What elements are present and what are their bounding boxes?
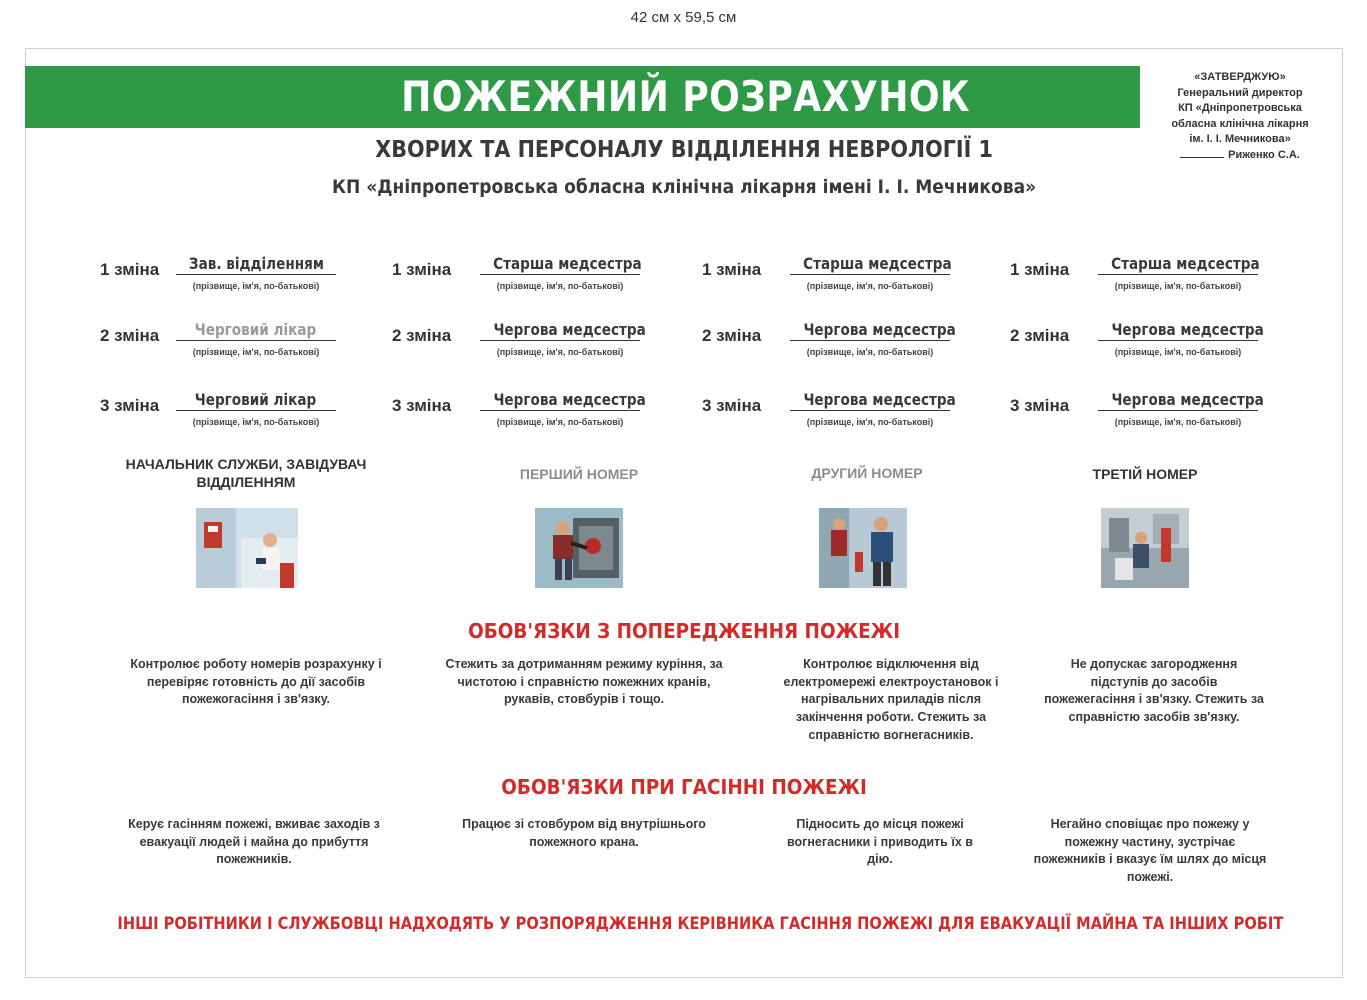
shift-row: [1010, 250, 1310, 300]
shift-row: [702, 386, 1002, 436]
second-number-illustration: [819, 508, 907, 588]
role-field: Старша медсестра: [480, 254, 640, 275]
role-field: Чергова медсестра: [790, 320, 950, 341]
third-number-illustration: [1101, 508, 1189, 588]
shift-label: 3 зміна: [392, 396, 452, 415]
third-number-title: ТРЕТІЙ НОМЕР: [1092, 466, 1198, 482]
shift-row: [392, 386, 692, 436]
shift-row: [100, 316, 400, 366]
size-label: 42 см х 59,5 см: [630, 9, 737, 26]
role-field: Черговий лікар: [176, 390, 336, 411]
shift-row: [1010, 316, 1310, 366]
role-field: Старша медсестра: [790, 254, 950, 275]
approval-line-1: «ЗАТВЕРДЖУЮ»: [1194, 71, 1286, 83]
role-field: Чергова медсестра: [480, 320, 640, 341]
shift-row: [702, 316, 1002, 366]
first-prevention-duty: Стежить за дотриманням режиму куріння, за чистотою і справністю пожежних кранів, рукавів, стовбурів і тощо.: [445, 657, 723, 707]
role-field: Чергова медсестра: [1098, 320, 1258, 341]
chief-extinguish-duty: Керує гасінням пожежі, вживає заходів з евакуації людей і майна до прибуття пожежників.: [128, 817, 380, 867]
name-hint: (прізвище, ім'я, по-батькові): [496, 417, 624, 427]
shift-label: 1 зміна: [1010, 260, 1070, 279]
approval-line-5: ім. І. І. Мечникова»: [1189, 133, 1291, 145]
name-hint: (прізвище, ім'я, по-батькові): [1114, 281, 1242, 291]
second-prevention-duty: Контролює відключення від електромережі електроустановок і нагрівальних приладів після закінчення роботи. Стежить за справністю вогнегасників.: [783, 657, 999, 742]
shift-row: [100, 386, 400, 436]
shift-label: 2 зміна: [702, 326, 762, 345]
bottom-note: ІНШІ РОБІТНИКИ І СЛУЖБОВЦІ НАДХОДЯТЬ У РОЗПОРЯДЖЕННЯ КЕРІВНИКА ГАСІННЯ ПОЖЕЖІ ДЛЯ ЕВАКУАЦІЇ МАЙНА ТА ІНШИХ РОБІТ: [117, 914, 1284, 934]
role-field: Чергова медсестра: [1098, 390, 1258, 411]
shift-label: 2 зміна: [100, 326, 160, 345]
chief-illustration: [196, 508, 298, 588]
name-hint: (прізвище, ім'я, по-батькові): [192, 281, 320, 291]
name-hint: (прізвище, ім'я, по-батькові): [1114, 417, 1242, 427]
page-subtitle: ХВОРИХ ТА ПЕРСОНАЛУ ВІДДІЛЕННЯ НЕВРОЛОГІЇ 1: [375, 137, 993, 163]
institution-name: КП «Дніпропетровська обласна клінічна лікарня імені І. І. Мечникова»: [331, 176, 1037, 198]
approval-line-4: обласна клінічна лікарня: [1171, 117, 1309, 130]
name-hint: (прізвище, ім'я, по-батькові): [806, 417, 934, 427]
first-extinguish-duty: Працює зі стовбуром від внутрішнього пожежного крана.: [462, 817, 706, 849]
role-field: Черговий лікар: [176, 320, 336, 341]
role-field: Старша медсестра: [1098, 254, 1258, 275]
shift-label: 1 зміна: [100, 260, 160, 279]
approval-signer: Риженко С.А.: [1228, 148, 1300, 161]
shift-row: [1010, 386, 1310, 436]
shift-row: [392, 250, 692, 300]
shift-label: 1 зміна: [702, 260, 762, 279]
role-field: Зав. відділенням: [176, 254, 336, 275]
first-number-title: ПЕРШИЙ НОМЕР: [519, 466, 639, 482]
first-number-illustration: [535, 508, 623, 588]
shift-label: 3 зміна: [1010, 396, 1070, 415]
name-hint: (прізвище, ім'я, по-батькові): [192, 417, 320, 427]
role-field: Чергова медсестра: [790, 390, 950, 411]
name-hint: (прізвище, ім'я, по-батькові): [192, 347, 320, 357]
name-hint: (прізвище, ім'я, по-батькові): [806, 347, 934, 357]
shift-label: 2 зміна: [1010, 326, 1070, 345]
shift-label: 3 зміна: [100, 396, 160, 415]
third-extinguish-duty: Негайно сповіщає про пожежу у пожежну частину, зустрічає пожежників і вказує їм шлях до місця пожежі.: [1033, 817, 1267, 885]
approval-line-2: Генеральний директор: [1177, 86, 1303, 99]
second-number-title: ДРУГИЙ НОМЕР: [811, 465, 923, 481]
name-hint: (прізвище, ім'я, по-батькові): [1114, 347, 1242, 357]
shift-row: [100, 250, 400, 300]
shift-label: 2 зміна: [392, 326, 452, 345]
extinguish-title: ОБОВ'ЯЗКИ ПРИ ГАСІННІ ПОЖЕЖІ: [501, 775, 867, 799]
approval-line-3: КП «Дніпропетровська: [1178, 102, 1302, 114]
page-title: ПОЖЕЖНИЙ РОЗРАХУНОК: [401, 72, 970, 121]
name-hint: (прізвище, ім'я, по-батькові): [496, 347, 624, 357]
role-field: Чергова медсестра: [480, 390, 640, 411]
prevention-title: ОБОВ'ЯЗКИ З ПОПЕРЕДЖЕННЯ ПОЖЕЖІ: [468, 619, 901, 643]
shift-row: [702, 250, 1002, 300]
shift-row: [392, 316, 692, 366]
name-hint: (прізвище, ім'я, по-батькові): [806, 281, 934, 291]
third-prevention-duty: Не допускає загородження підступів до засобів пожежегасіння і зв'язку. Стежить за справністю засобів зв'язку.: [1044, 657, 1264, 725]
shift-label: 1 зміна: [392, 260, 452, 279]
chief-prevention-duty: Контролює роботу номерів розрахунку і перевіряє готовність до дії засобів пожежогасіння і зв'язку.: [130, 657, 382, 707]
chief-title: НАЧАЛЬНИК СЛУЖБИ, ЗАВІДУВАЧ ВІДДІЛЕННЯМ: [125, 456, 367, 490]
name-hint: (прізвище, ім'я, по-батькові): [496, 281, 624, 291]
shift-label: 3 зміна: [702, 396, 762, 415]
second-extinguish-duty: Підносить до місця пожежі вогнегасники і приводить їх в дію.: [787, 817, 973, 867]
